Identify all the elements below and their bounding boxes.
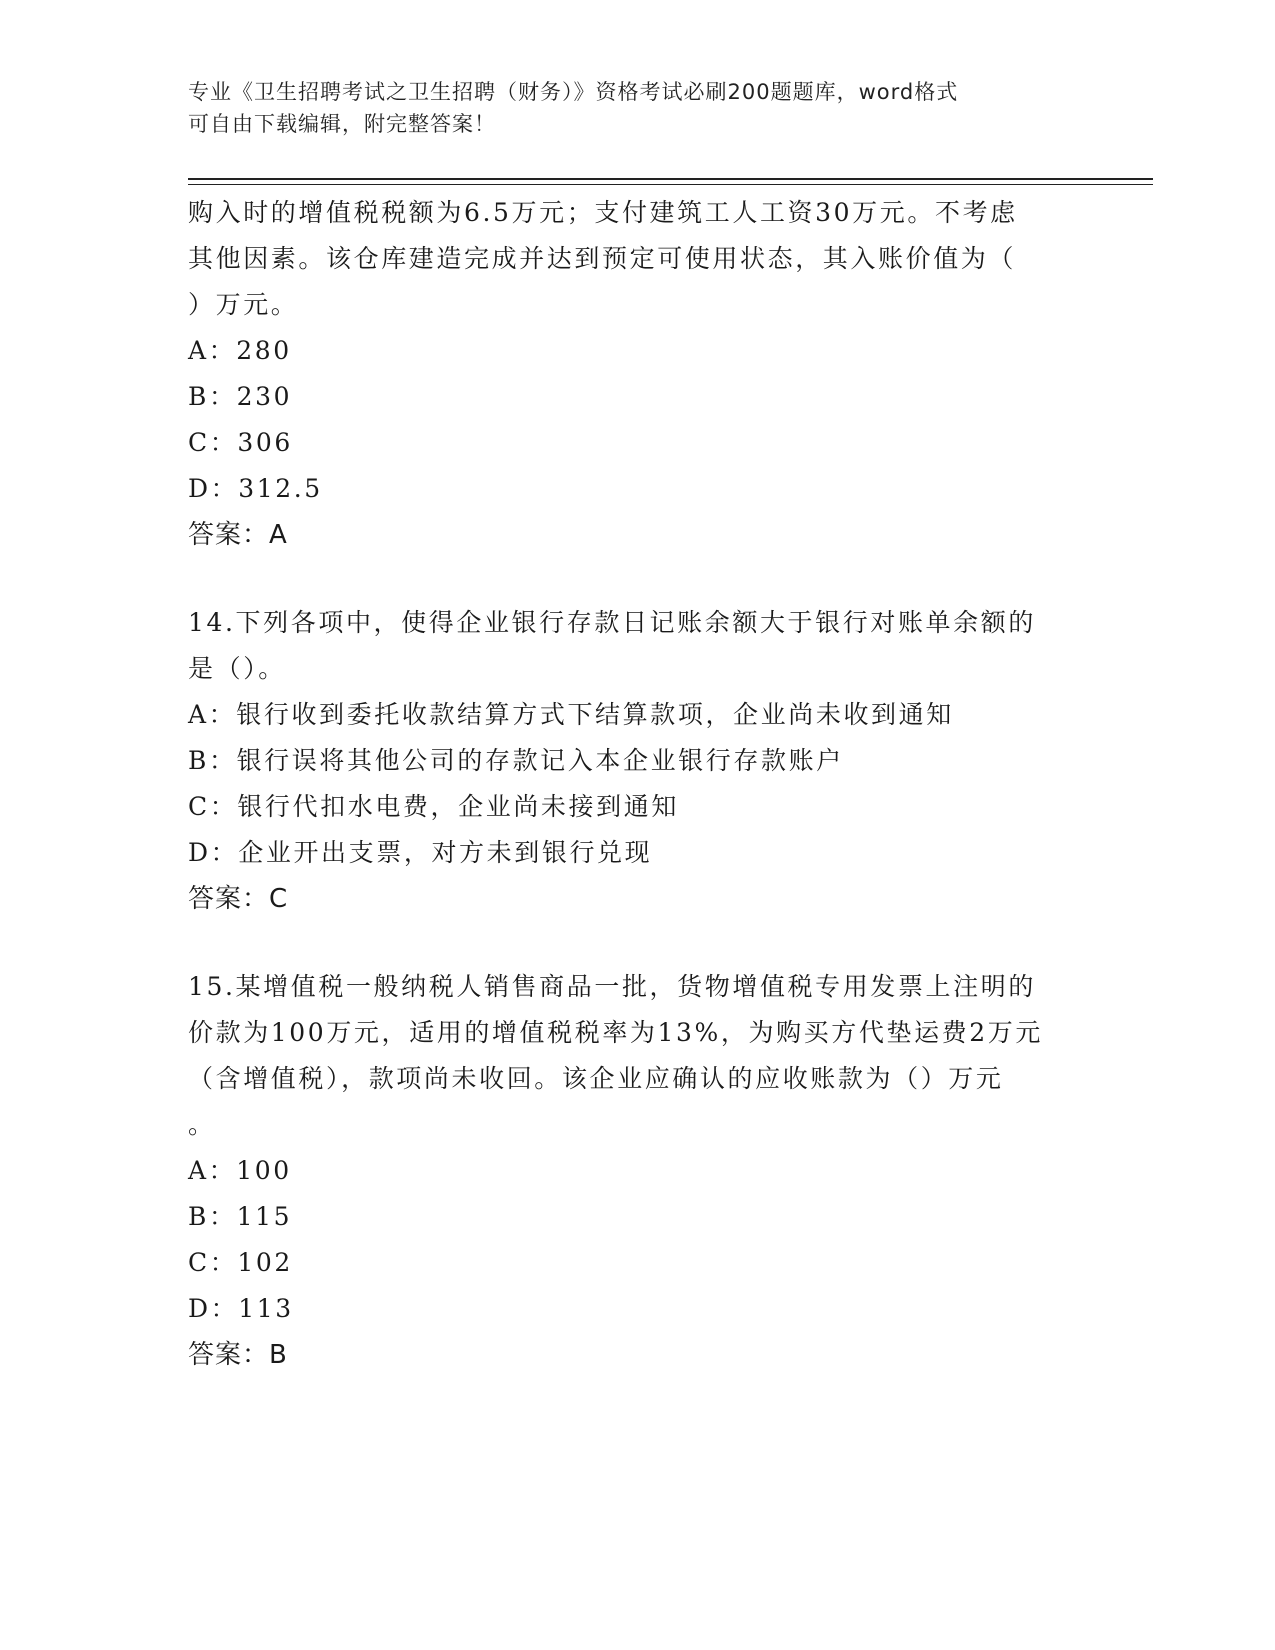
option-d: D：113 <box>188 1294 294 1323</box>
question-15-text-line: （含增值税），款项尚未收回。该企业应确认的应收账款为（）万元 <box>188 1064 1004 1093</box>
question-15-text-line: 。 <box>188 1110 216 1139</box>
question-14-text-line: 14.下列各项中，使得企业银行存款日记账余额大于银行对账单余额的 <box>188 608 1036 637</box>
option-b: B：115 <box>188 1202 293 1231</box>
option-a: A：100 <box>188 1156 292 1185</box>
question-13-text-line: ）万元。 <box>188 290 299 319</box>
question-15 <box>188 964 1088 1378</box>
option-d: D：312.5 <box>188 474 323 503</box>
header-line-2: 可自由下载编辑，附完整答案！ <box>188 112 496 136</box>
option-c: C：102 <box>188 1248 293 1277</box>
question-13-text-line: 其他因素。该仓库建造完成并达到预定可使用状态，其入账价值为（ <box>188 244 1017 273</box>
question-list <box>188 190 1088 1378</box>
question-14-text-line: 是（）。 <box>188 654 286 683</box>
header-divider-thick <box>188 178 1153 180</box>
header-line-1: 专业《卫生招聘考试之卫生招聘（财务）》资格考试必刷200题题库，word格式 <box>188 80 959 104</box>
option-c: C：306 <box>188 428 293 457</box>
question-15-text-line: 价款为100万元，适用的增值税税率为13%，为购买方代垫运费2万元 <box>188 1018 1043 1047</box>
question-13 <box>188 190 1088 558</box>
option-a: A：280 <box>188 336 292 365</box>
document-header <box>188 76 1088 140</box>
question-15-text-line: 15.某增值税一般纳税人销售商品一批，货物增值税专用发票上注明的 <box>188 972 1036 1001</box>
answer-line: 答案：C <box>188 884 289 914</box>
answer-line: 答案：A <box>188 520 288 550</box>
option-b: B：银行误将其他公司的存款记入本企业银行存款账户 <box>188 746 844 775</box>
header-divider-thin <box>188 184 1153 185</box>
question-14 <box>188 600 1088 922</box>
option-d: D：企业开出支票，对方未到银行兑现 <box>188 838 653 867</box>
answer-line: 答案：B <box>188 1340 288 1370</box>
option-a: A：银行收到委托收款结算方式下结算款项，企业尚未收到通知 <box>188 700 954 729</box>
option-b: B：230 <box>188 382 293 411</box>
option-c: C：银行代扣水电费，企业尚未接到通知 <box>188 792 679 821</box>
question-13-text-line: 购入时的增值税税额为6.5万元；支付建筑工人工资30万元。不考虑 <box>188 198 1018 227</box>
